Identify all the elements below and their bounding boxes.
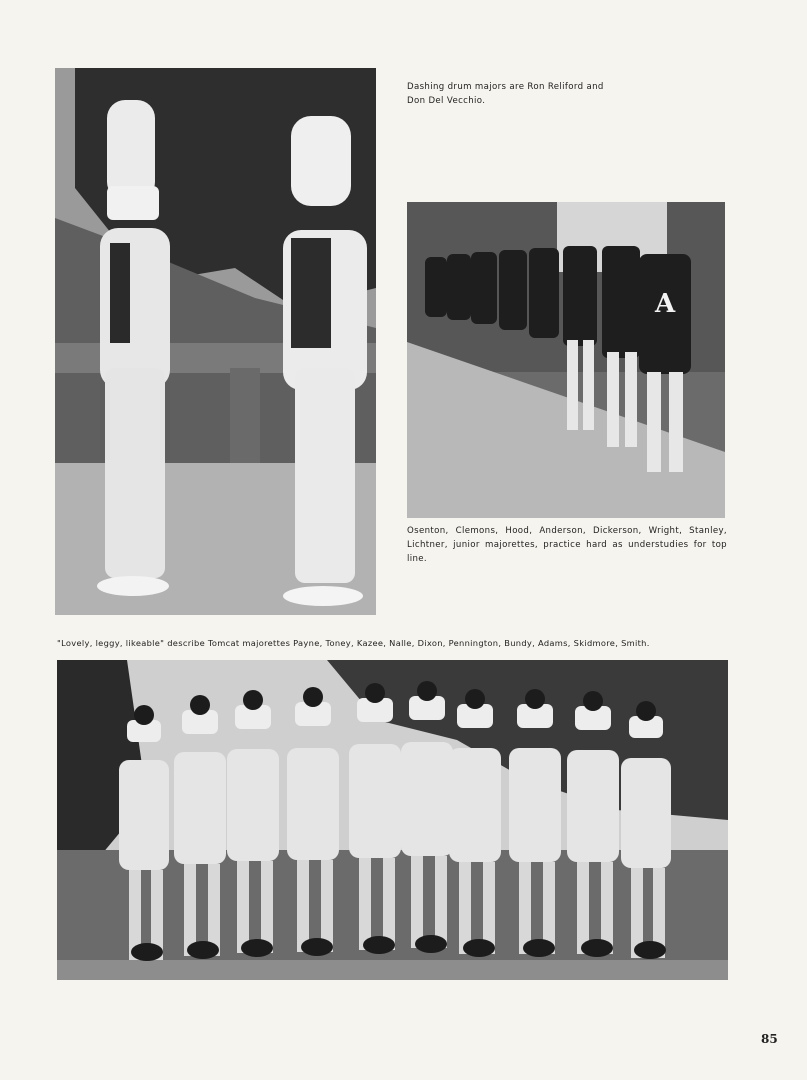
- page-number: 85: [761, 1032, 778, 1046]
- caption-junior-majorettes: Osenton, Clemons, Hood, Anderson, Dickerson, Wright, Stanley, Lichtner, junior majorettes, practice hard as understudies for top line.: [407, 526, 727, 564]
- photo-drum-majors: [55, 68, 376, 615]
- svg-text:A: A: [655, 289, 676, 319]
- caption-tomcat-majorettes: "Lovely, leggy, likeable" describe Tomcat majorettes Payne, Toney, Kazee, Nalle, Dixon, Pennington, Bundy, Adams, Skidmore, Smith.: [57, 638, 650, 648]
- photo-tomcat-majorettes: [57, 660, 728, 980]
- caption-drum-majors: Dashing drum majors are Ron Reliford and Don Del Vecchio.: [407, 82, 604, 106]
- photo-junior-majorettes: [407, 202, 725, 518]
